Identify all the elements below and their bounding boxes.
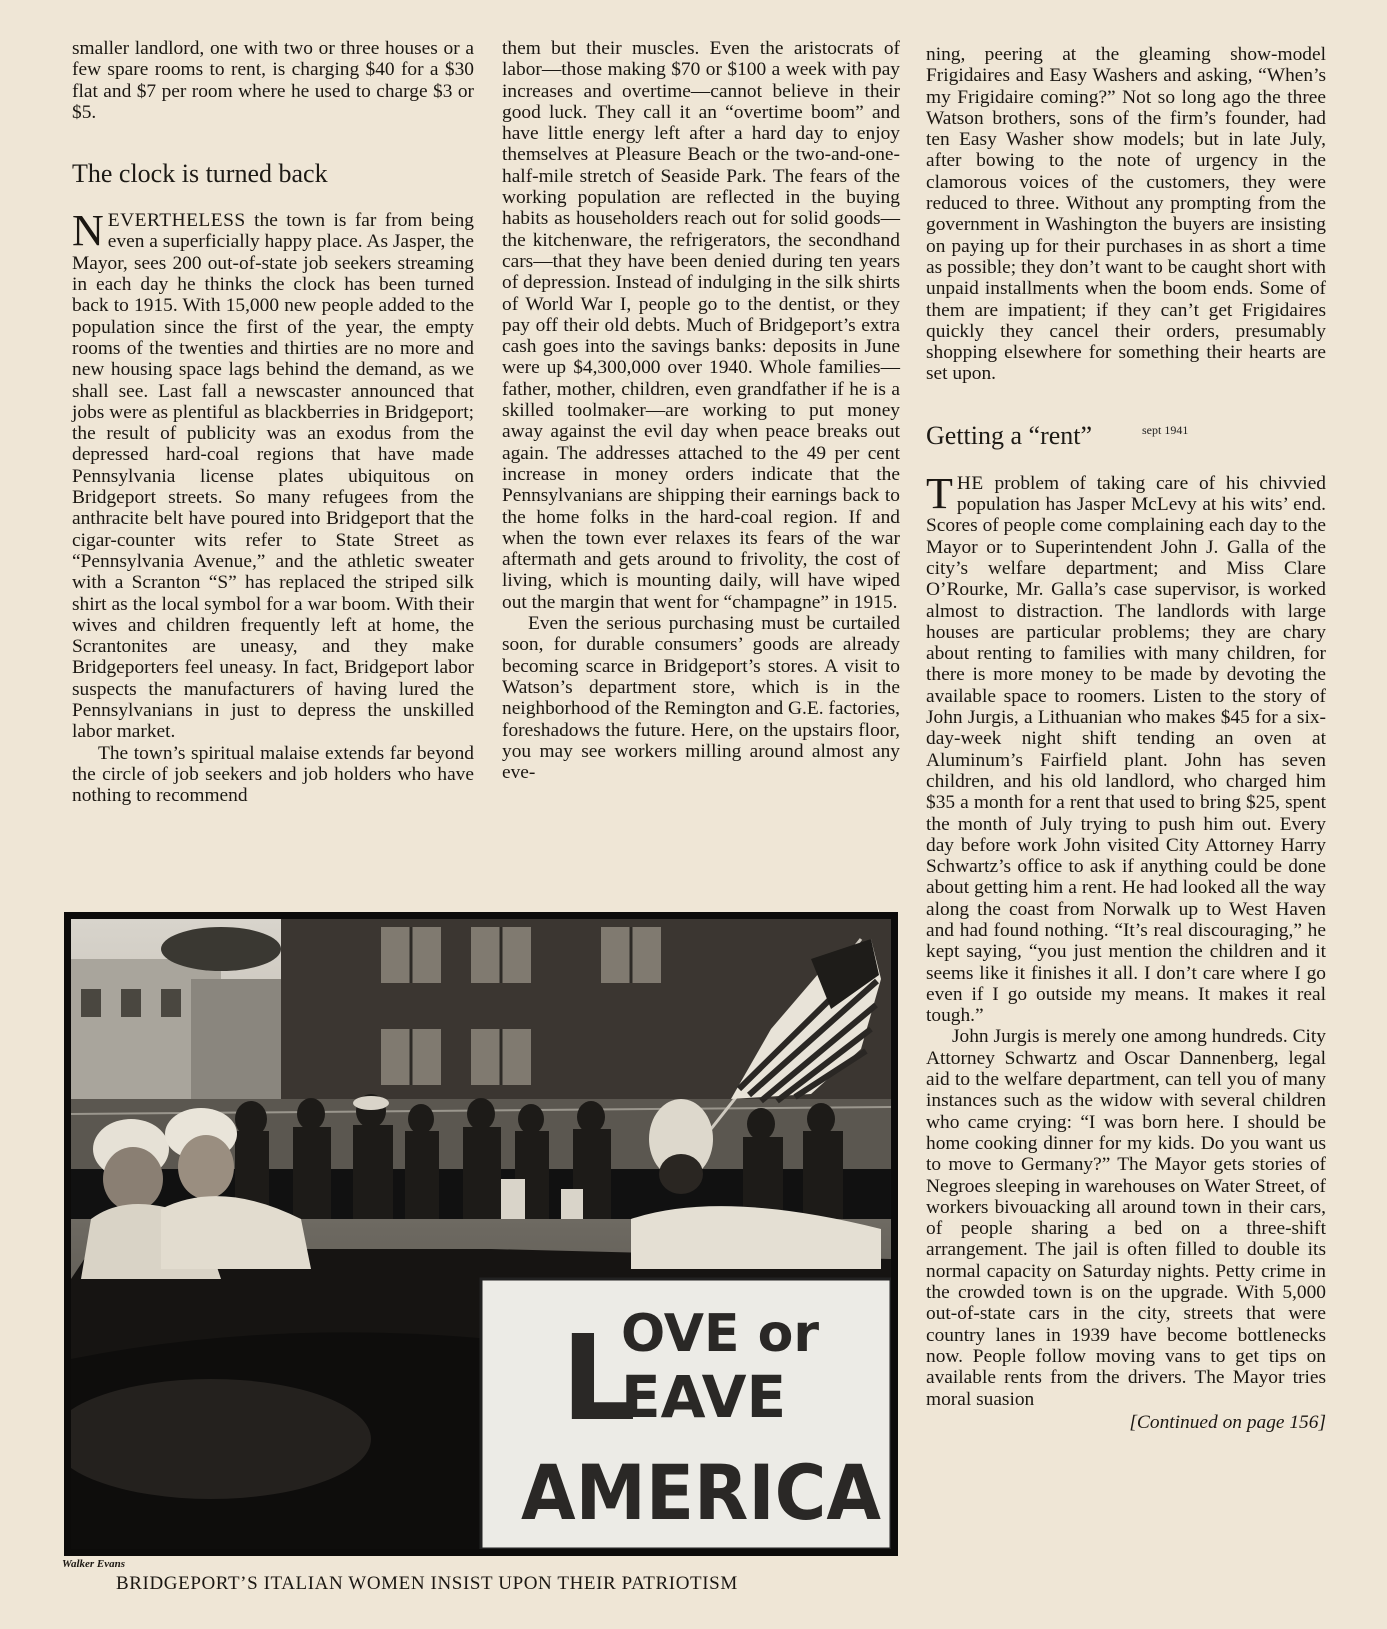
love-or-leave-america-sign [481, 1279, 891, 1549]
sign-line-2: EAVE [621, 1363, 787, 1431]
paragraph: Even the serious purchasing must be curtailed soon, for durable consumers’ goods are already becoming scarce in Bridgeport’s stores. A visit to Watson’s department store, which is in the neighborhood of the Remington and G.E. factories, foreshadows the future. Here, on the upstairs floor, you may see workers milling around almost any eve- [502, 613, 900, 784]
continued-note: [Continued on page 156] [1129, 1411, 1326, 1433]
paragraph: John Jurgis is merely one among hundreds. City Attorney Schwartz and Oscar Dannenberg, legal aid to the welfare department, can tell you of many instances such as the widow with several children who came crying: “I was born here. I should be home cooking dinner for my kids. Do you want us to move to Germany?” The Mayor gets stories of Negroes sleeping in warehouses on Water Street, of workers bivouacking all around town in their cars, of people sharing a bed on a three-shift arrangement. The jail is often filled to double its normal capacity on Saturday nights. Petty crime in the crowded town is on the upgrade. With 5,000 out-of-state cars in the city, streets that were country lanes in 1939 have become bottlenecks now. People follow moving vans to get tips on available rents from the drivers. The Mayor tries moral suasion [926, 1026, 1326, 1410]
sign-line-1: OVE or [621, 1304, 820, 1364]
paragraph [72, 206, 474, 743]
drop-cap: T [926, 468, 953, 518]
photograph [64, 912, 898, 1556]
paragraph: ning, peering at the gleaming show-model Frigidaires and Easy Washers and asking, “When’s my Frigidaire coming?” Not so long ago the three Watson brothers, sons of the firm’s founder, had ten Easy Washer show models; but in late July, after bowing to the note of urgency in the clamorous voices of the customers, they were reduced to three. Without any prompting from the government in Washington the buyers are insisting on paying up for their purchases in as short a time as possible; they don’t want to be caught short with unpaid installments when the boom ends. Some of them are impatient; if they can’t get Frigidaires quickly they cancel their orders, presumably shopping elsewhere for something their hearts are set upon. [926, 44, 1326, 385]
paragraph-text: the town is far from being even a superficially happy place. As Jasper, the Mayor, sees 200 out-of-state job seekers streaming in each day he thinks the clock has been turned back to 1915. With 15,000 new people added to the population since the first of the year, the empty rooms of the twenties and thirties are no more and new housing space lags behind the demand, as we shall see. Last fall a newscaster announced that jobs were as plentiful as blackberries in Bridgeport; the result of publicity was an exodus from the depressed hard-coal regions that have made Pennsylvania license plates ubiquitous on Bridgeport streets. So many refugees from the anthracite belt have poured into Bridgeport that the cigar-counter wits refer to State Street as “Pennsylvania Avenue,” and the athletic sweater with a Scranton “S” has replaced the striped silk shirt as the local symbol for a war boom. With their wives and children frequently left at home, the Scrantonites are uneasy, and they make Bridgeporters feel uneasy. In fact, Bridgeport labor suspects the manufacturers of having lured the Pennsylvanians in just to depress the unskilled labor market. [72, 210, 474, 743]
sign-line-3: AMERICA [521, 1448, 882, 1537]
paragraph: smaller landlord, one with two or three houses or a few spare rooms to rent, is charging $40 for a $30 flat and $7 per room where he used to charge $3 or $5. [72, 38, 474, 123]
lead-smallcaps: EVERTHELESS [107, 210, 246, 232]
section-heading-text: Getting a “rent” [926, 420, 1093, 450]
section-heading: The clock is turned back [72, 159, 328, 189]
right-column [926, 44, 1326, 1433]
paragraph-text: problem of taking care of his chivvied population has Jasper McLevy at his wits’ end. Scores of people come complaining each day to the Mayor or to Superintendent John J. Galla of the city’s welfare department; and Miss Clare O’Rourke, Mr. Galla’s case supervisor, is worked almost to distraction. The landlords with large houses are particular problems; they are chary about renting to families with many children, for there is more money to be made by devoting the available space to roomers. Listen to the story of John Jurgis, a Lithuanian who makes $45 for a six-day-week night shift tending an oven at Aluminum’s Fairfield plant. John has seven children, and his old landlord, who charged him $35 a month for a rent that used to bring $25, spent the month of July trying to push him out. Every day before work John visited City Attorney Harry Schwartz’s office to ask if anything could be done about getting him a rent. He had looked all the way along the coast from Norwalk up to West Haven and had found nothing. “It’s real discouraging,” he kept saying, “you just mention the children and it seems like it finishes it all. I don’t care where I go even if I go outside my means. It makes it real tough.” [926, 472, 1326, 1027]
paragraph: them but their muscles. Even the aristocrats of labor—those making $70 or $100 a week with pay increases and overtime—cannot believe in their good luck. They call it an “overtime boom” and have little energy left after a hard day to enjoy themselves at Pleasure Beach or the two-and-one-half-mile stretch of Seaside Park. The fears of the working population are reflected in the buying habits as householders reach out for solid goods—the kitchenware, the refrigerators, the secondhand cars—that they have been denied during ten years of depression. Instead of indulging in the silk shirts of World War I, people go to the dentist, or they pay off their old debts. Much of Bridgeport’s extra cash goes into the savings banks: deposits in June were up $4,300,000 over 1940. Whole families—father, mother, children, even grandfather if he is a skilled toolmaker—are working to put money away against the evil day when peace breaks out again. The addresses attached to the 49 per cent increase in money orders indicate that the Pennsylvanians are shipping their earnings back to the home folks in the hard-coal region. If and when the town ever relaxes its fears of the war aftermath and gets around to frivolity, the cost of living, which is mounting daily, will have wiped out the margin that went for “champagne” in 1915. [502, 38, 901, 613]
paragraph: The town’s spiritual malaise extends far beyond the circle of job seekers and job holders who have nothing to recommend [72, 742, 474, 807]
section-heading [926, 421, 1326, 451]
left-column [72, 38, 474, 807]
tree [161, 927, 281, 971]
drop-cap: N [72, 206, 104, 256]
lead-smallcaps: HE [956, 472, 984, 494]
middle-column [502, 38, 900, 783]
sign-big-l: L [561, 1309, 637, 1447]
parade-photo [71, 919, 891, 1549]
photo-credit: Walker Evans [62, 1558, 126, 1570]
paragraph [926, 468, 1326, 1027]
handwritten-note: sept 1941 [1142, 422, 1189, 437]
photo-caption: BRIDGEPORT’S ITALIAN WOMEN INSIST UPON THEIR PATRIOTISM [116, 1573, 738, 1594]
